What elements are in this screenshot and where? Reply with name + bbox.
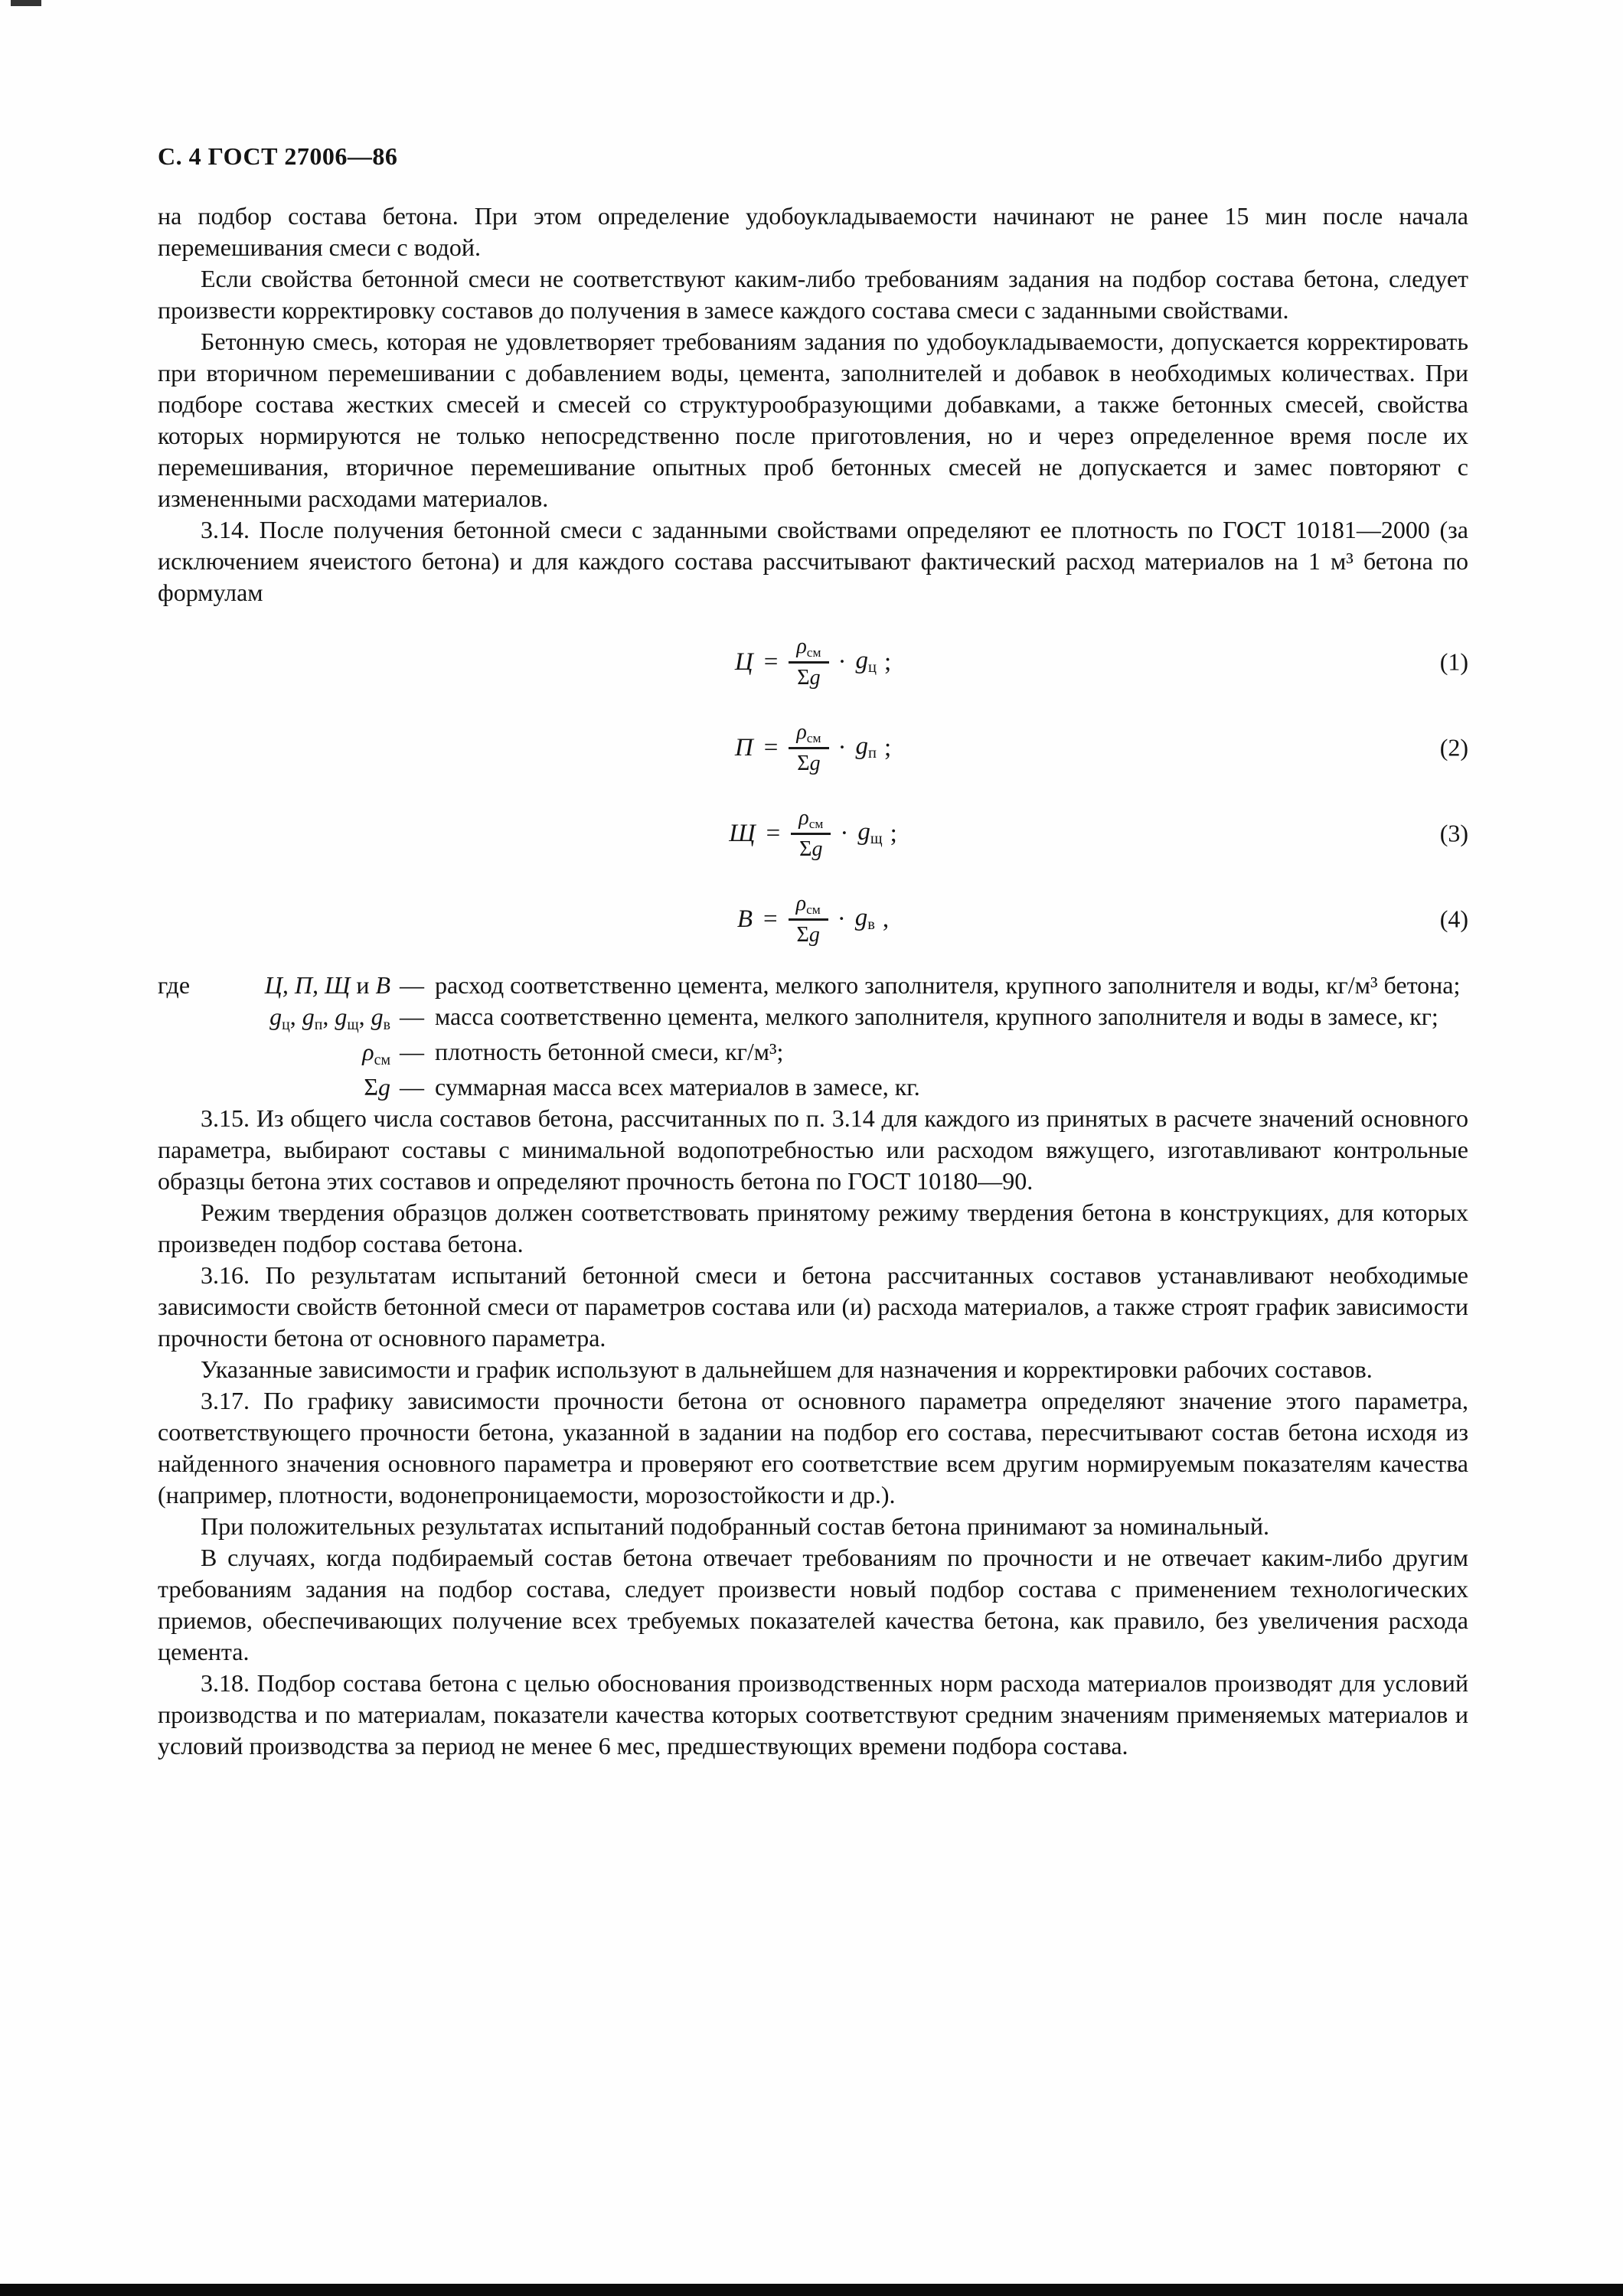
equation-number-3: (3) <box>1439 819 1468 847</box>
paragraph-3-14: 3.14. После получения бетонной смеси с заданными свойствами определяют ее плотность по ГОСТ 10181—2000 (за исключением ячеистого бетона) и для каждого состава рассчитывают фактический расход материалов на 1 м³ бетона по формулам <box>158 516 1468 606</box>
fraction <box>789 634 828 690</box>
fraction <box>789 719 828 776</box>
fraction-numerator: $\rho_{см}$ <box>791 805 831 835</box>
equals-sign: = <box>766 819 781 847</box>
formula-row-1 <box>158 619 1468 705</box>
definition-row-density <box>158 1036 1468 1071</box>
definition-text: плотность бетонной смеси, кг/м³; <box>435 1038 784 1065</box>
fraction-numerator: $\rho_{см}$ <box>789 891 828 921</box>
multiply-dot: · <box>838 647 847 676</box>
paragraph-3-16: 3.16. По результатам испытаний бетонной смеси и бетона рассчитанных составов устанавливают необходимые зависимости свойств бетонной смеси от параметров состава или (и) расхода материалов, а также строят график зависимости прочности бетона от основного параметра. <box>158 1261 1468 1352</box>
definition-text: суммарная масса всех материалов в замесе, кг. <box>435 1073 920 1101</box>
definition-row-total-mass <box>158 1071 1468 1103</box>
equation-number-4: (4) <box>1439 905 1468 933</box>
paragraph-3-15: 3.15. Из общего числа составов бетона, рассчитанных по п. 3.14 для каждого из принятых в расчете значений основного параметра, выбирают составы с минимальной водопотребностью или расходом вяжущего, изготавливают контрольные образцы бетона этих составов и определяют прочность бетона по ГОСТ 10180—90. <box>158 1104 1468 1195</box>
definitions-block <box>158 970 1468 1103</box>
paragraph-3-17: 3.17. По графику зависимости прочности бетона от основного параметра определяют значение этого параметра, соответствующего прочности бетона, указанной в задании на подбор его состава, пересчитывают состав бетона исходя из найденного значения основного параметра и проверяют его соответствие всем другим нормируемым показателям качества (например, плотности, водонепроницаемости, морозостойкости и др.). <box>158 1387 1468 1508</box>
fraction-denominator: Σg <box>797 752 821 775</box>
formula-row-3 <box>158 791 1468 876</box>
formula-row-4 <box>158 876 1468 962</box>
multiply-dot: · <box>838 733 847 762</box>
equation-number-2: (2) <box>1439 733 1468 762</box>
formula-punct: ; <box>883 733 892 762</box>
formula-lhs: В <box>736 905 753 933</box>
definition-text: масса соответственно цемента, мелкого заполнителя, крупного заполнителя и воды в замесе, кг; <box>435 1003 1438 1030</box>
equals-sign: = <box>763 905 778 933</box>
fraction <box>791 805 831 862</box>
paragraph-dependencies-usage: Указанные зависимости и график используют в дальнейшем для назначения и корректировки рабочих составов. <box>201 1355 1373 1383</box>
formula-gvar: $g_в$ <box>854 903 875 934</box>
formula-punct: , <box>882 905 890 933</box>
definition-term: Σg <box>364 1073 390 1101</box>
definition-dash: — <box>400 1073 424 1101</box>
formula-row-2 <box>158 705 1468 791</box>
formula-gvar: $g_щ$ <box>857 817 883 848</box>
paragraph-hardening-mode: Режим твердения образцов должен соответствовать принятому режиму твердения бетона в конструкциях, для которых произведен подбор состава бетона. <box>158 1199 1468 1257</box>
definition-term: Ц, П, Щ и В <box>264 971 390 999</box>
definition-lead: где <box>158 971 191 999</box>
definition-dash: — <box>400 1003 424 1030</box>
multiply-dot: · <box>837 905 846 933</box>
paragraph-remixing-rules: Бетонную смесь, которая не удовлетворяет требованиям задания по удобоукладываемости, допускается корректировать при вторичном перемешивании с добавлением воды, цемента, заполнителей и добавок в необходимых количествах. При подборе состава жестких смесей и смесей со структурообразующими добавками, а также бетонных смесей, свойства которых нормируются не только непосредственно после приготовления, но и через определенное время после их перемешивания, вторичное перемешивание опытных проб бетонных смесей не допускается и замес повторяют с измененными расходами материалов. <box>158 328 1468 512</box>
formula-punct: ; <box>890 819 897 847</box>
equals-sign: = <box>763 733 779 762</box>
formula-block <box>158 619 1468 962</box>
equals-sign: = <box>763 647 779 676</box>
page-header: С. 4 ГОСТ 27006—86 <box>158 142 398 170</box>
definition-term: $g_ц$, $g_п$, $g_щ$, $g_в$ <box>269 1003 390 1033</box>
definition-text: расход соответственно цемента, мелкого заполнителя, крупного заполнителя и воды, кг/м³ бетона; <box>435 971 1461 999</box>
definition-dash: — <box>400 1038 424 1065</box>
fraction <box>789 891 828 947</box>
formula-gravel <box>729 805 897 862</box>
formula-lhs: П <box>734 733 753 762</box>
fraction-denominator: Σg <box>797 666 821 690</box>
definition-dash: — <box>400 971 424 999</box>
formula-cement <box>735 634 891 690</box>
definition-row-consumption <box>158 970 1468 1001</box>
scan-artifact-top <box>11 0 41 6</box>
document-content <box>158 201 1468 1762</box>
paragraph-3-18: 3.18. Подбор состава бетона с целью обоснования производственных норм расхода материалов производят для условий производства и по материалам, показатели качества которых соответствуют средним значениям применяемых материалов и условий производства за период не менее 6 мес, предшествующих времени подбора состава. <box>158 1669 1468 1760</box>
fraction-numerator: $\rho_{см}$ <box>789 634 828 664</box>
equation-number-1: (1) <box>1439 647 1468 676</box>
paragraph-nominal-composition: При положительных результатах испытаний подобранный состав бетона принимают за номинальный. <box>201 1512 1269 1540</box>
formula-sand <box>735 719 891 776</box>
formula-gvar: $g_ц$ <box>855 646 877 677</box>
fraction-denominator: Σg <box>796 923 820 947</box>
definition-row-mass <box>158 1001 1468 1036</box>
fraction-numerator: $\rho_{см}$ <box>789 719 828 749</box>
scan-artifact-bottom-edge <box>0 2284 1623 2296</box>
formula-punct: ; <box>883 647 892 676</box>
multiply-dot: · <box>840 819 849 847</box>
formula-lhs: Ц <box>734 647 753 676</box>
formula-lhs: Щ <box>729 819 756 847</box>
paragraph-mix-correction: Если свойства бетонной смеси не соответствуют каким-либо требованиям задания на подбор состава бетона, следует произвести корректировку составов до получения в замесе каждого состава смеси с заданными свойствами. <box>158 265 1468 324</box>
formula-gvar: $g_п$ <box>855 732 877 762</box>
paragraph-new-selection: В случаях, когда подбираемый состав бетона отвечает требованиям по прочности и не отвечает каким-либо другим требованиям задания на подбор состава, следует произвести новый подбор состава с применением технологических приемов, обеспечивающих получение всех требуемых показателей качества бетона, как правило, без увеличения расхода цемента. <box>158 1544 1468 1665</box>
formula-water <box>737 891 889 947</box>
definition-term: $\rho_{см}$ <box>362 1038 390 1068</box>
fraction-denominator: Σg <box>799 837 823 861</box>
paragraph-continuation: на подбор состава бетона. При этом определение удобоукладываемости начинают не ранее 15 мин после начала перемешивания смеси с водой. <box>158 202 1468 261</box>
